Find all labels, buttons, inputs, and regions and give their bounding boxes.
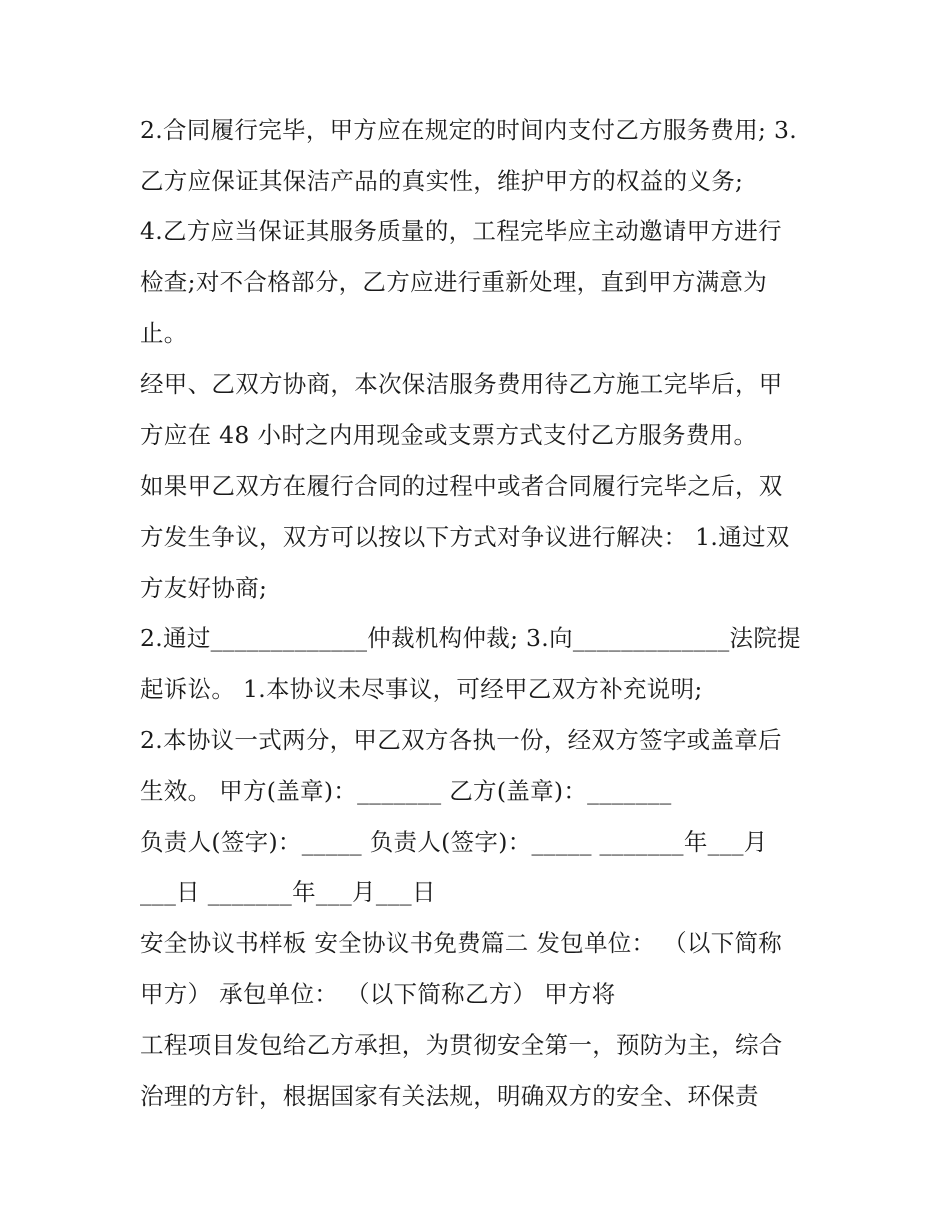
text-line: 2.本协议一式两分，甲乙双方各执一份，经双方签字或盖章后 bbox=[140, 726, 782, 754]
section-heading-line: 安全协议书样板 安全协议书免费篇二 发包单位： （以下简称 bbox=[140, 929, 783, 957]
text-line: 方应在 48 小时之内用现金或支票方式支付乙方服务费用。 bbox=[140, 421, 758, 449]
text-line: 起诉讼。 1.本协议未尽事议，可经甲乙双方补充说明; bbox=[140, 675, 703, 703]
text-line: 如果甲乙双方在履行合同的过程中或者合同履行完毕之后，双 bbox=[140, 472, 783, 500]
text-line: 2.通过_____________仲裁机构仲裁; 3.向_____________法院提 bbox=[140, 624, 801, 652]
text-line: 止。 bbox=[140, 319, 188, 347]
text-line: 乙方应保证其保洁产品的真实性，维护甲方的权益的义务; bbox=[140, 167, 744, 195]
text-line: 治理的方针，根据国家有关法规，明确双方的安全、环保责 bbox=[140, 1082, 759, 1110]
text-line: 经甲、乙双方协商，本次保洁服务费用待乙方施工完毕后，甲 bbox=[140, 370, 783, 398]
text-line: 方发生争议，双方可以按以下方式对争议进行解决： 1.通过双 bbox=[140, 523, 790, 551]
text-line: 甲方） 承包单位： （以下简称乙方） 甲方将 bbox=[140, 980, 616, 1008]
text-line: 方友好协商; bbox=[140, 574, 268, 602]
text-line: 4.乙方应当保证其服务质量的，工程完毕应主动邀请甲方进行 bbox=[140, 217, 782, 245]
text-line: 工程项目发包给乙方承担，为贯彻安全第一，预防为主，综合 bbox=[140, 1031, 783, 1059]
signature-line: 生效。 甲方(盖章)：_______ 乙方(盖章)：_______ bbox=[140, 777, 672, 805]
date-line: ___日 _______年___月___日 bbox=[140, 878, 436, 906]
text-line: 2.合同履行完毕，甲方应在规定的时间内支付乙方服务费用; 3. bbox=[140, 116, 798, 144]
signature-line: 负责人(签字)：_____ 负责人(签字)：_____ _______年___月 bbox=[140, 828, 768, 856]
text-line: 检查;对不合格部分，乙方应进行重新处理，直到甲方满意为 bbox=[140, 268, 768, 296]
